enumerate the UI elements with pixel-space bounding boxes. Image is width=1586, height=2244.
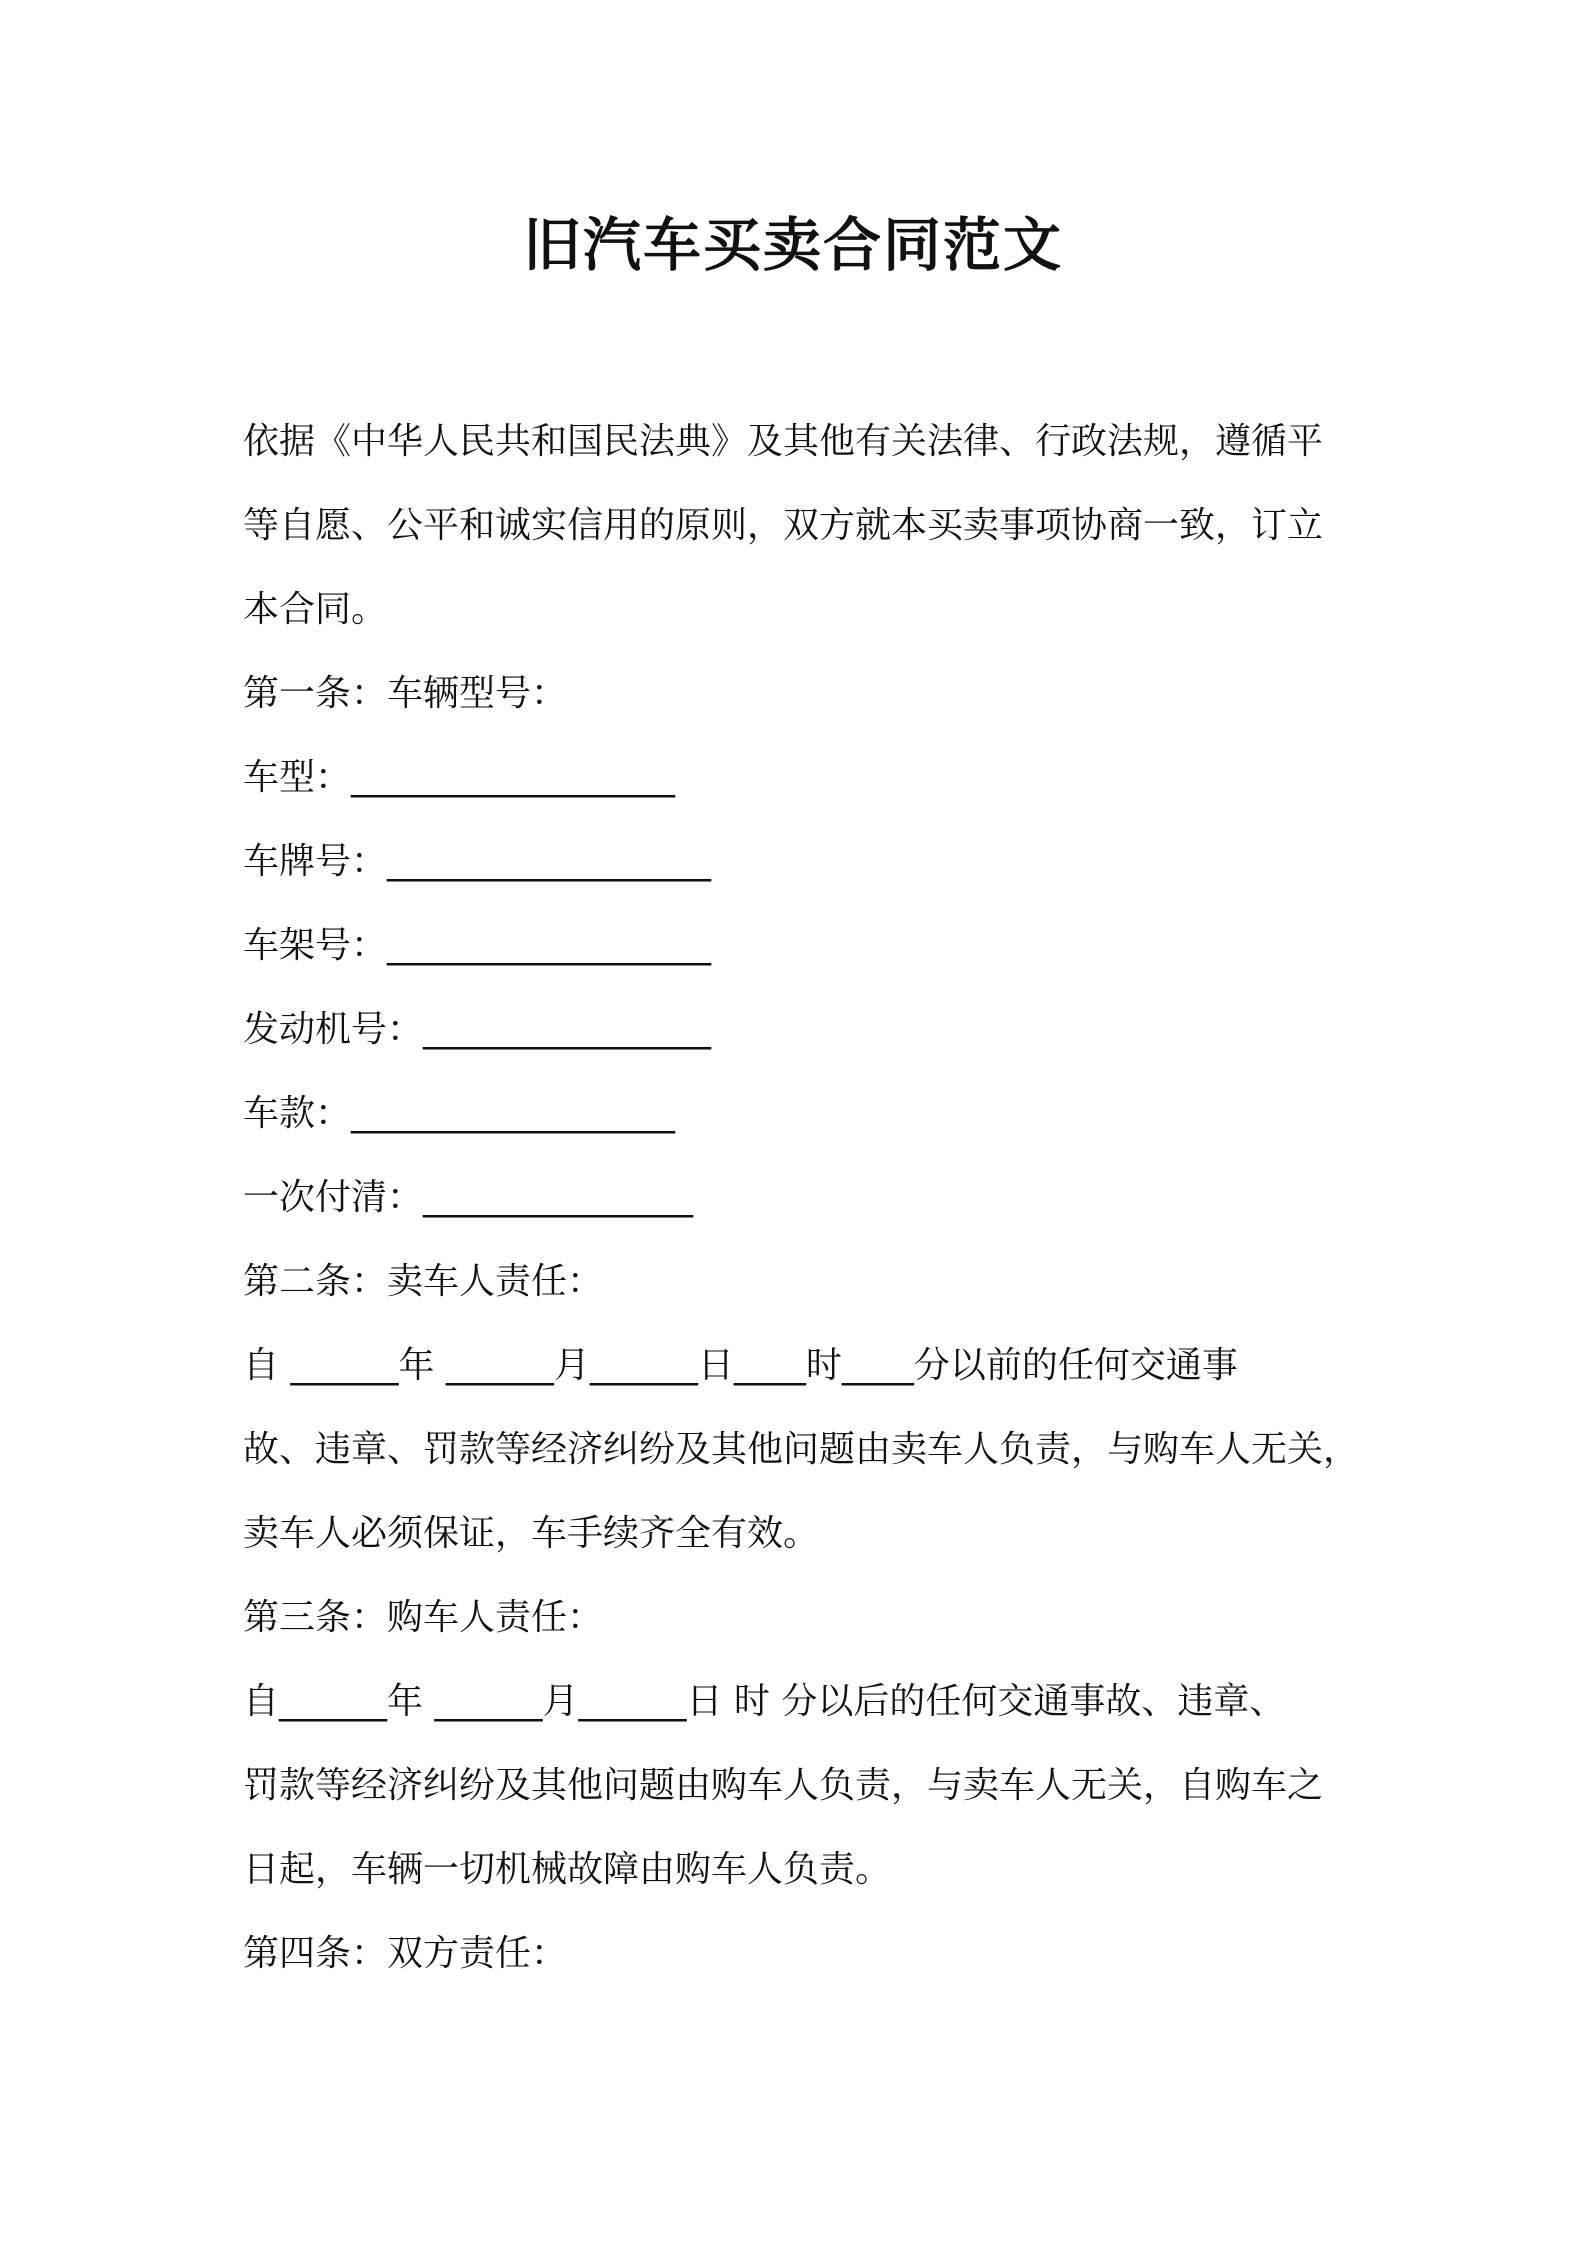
paragraph-line: 卖车人必须保证，车手续齐全有效。 (243, 1513, 820, 1554)
contract-body (243, 400, 1383, 1996)
article-heading: 第二条：卖车人责任： (243, 1261, 604, 1302)
article-heading: 第四条：双方责任： (243, 1933, 568, 1974)
field-line: 车型：__________________ (243, 757, 676, 798)
article-heading: 第三条：购车人责任： (243, 1597, 604, 1638)
paragraph-line: 本合同。 (243, 589, 388, 630)
field-line: 车牌号：__________________ (243, 841, 712, 882)
field-line: 一次付清：_______________ (243, 1177, 694, 1218)
paragraph-line: 自 ______年 ______月______日____时____分以前的任何交通事 (243, 1345, 1238, 1386)
paragraph-line: 自______年 ______月______日 时 分以后的任何交通事故、违章、 (243, 1681, 1286, 1722)
paragraph-line: 故、违章、罚款等经济纠纷及其他问题由卖车人负责，与购车人无关， (243, 1429, 1360, 1470)
article-heading: 第一条：车辆型号： (243, 673, 568, 714)
paragraph-line: 依据《中华人民共和国民法典》及其他有关法律、行政法规，遵循平 (243, 421, 1324, 462)
paragraph-line: 日起，车辆一切机械故障由购车人负责。 (243, 1849, 892, 1890)
field-line: 车架号：__________________ (243, 925, 712, 966)
field-line: 车款：__________________ (243, 1093, 676, 1134)
document-title: 旧汽车买卖合同范文 (522, 211, 1063, 279)
paragraph-line: 等自愿、公平和诚实信用的原则，双方就本买卖事项协商一致，订立 (243, 505, 1324, 546)
field-line: 发动机号：________________ (243, 1009, 712, 1050)
paragraph-line: 罚款等经济纠纷及其他问题由购车人负责，与卖车人无关，自购车之 (243, 1765, 1324, 1806)
